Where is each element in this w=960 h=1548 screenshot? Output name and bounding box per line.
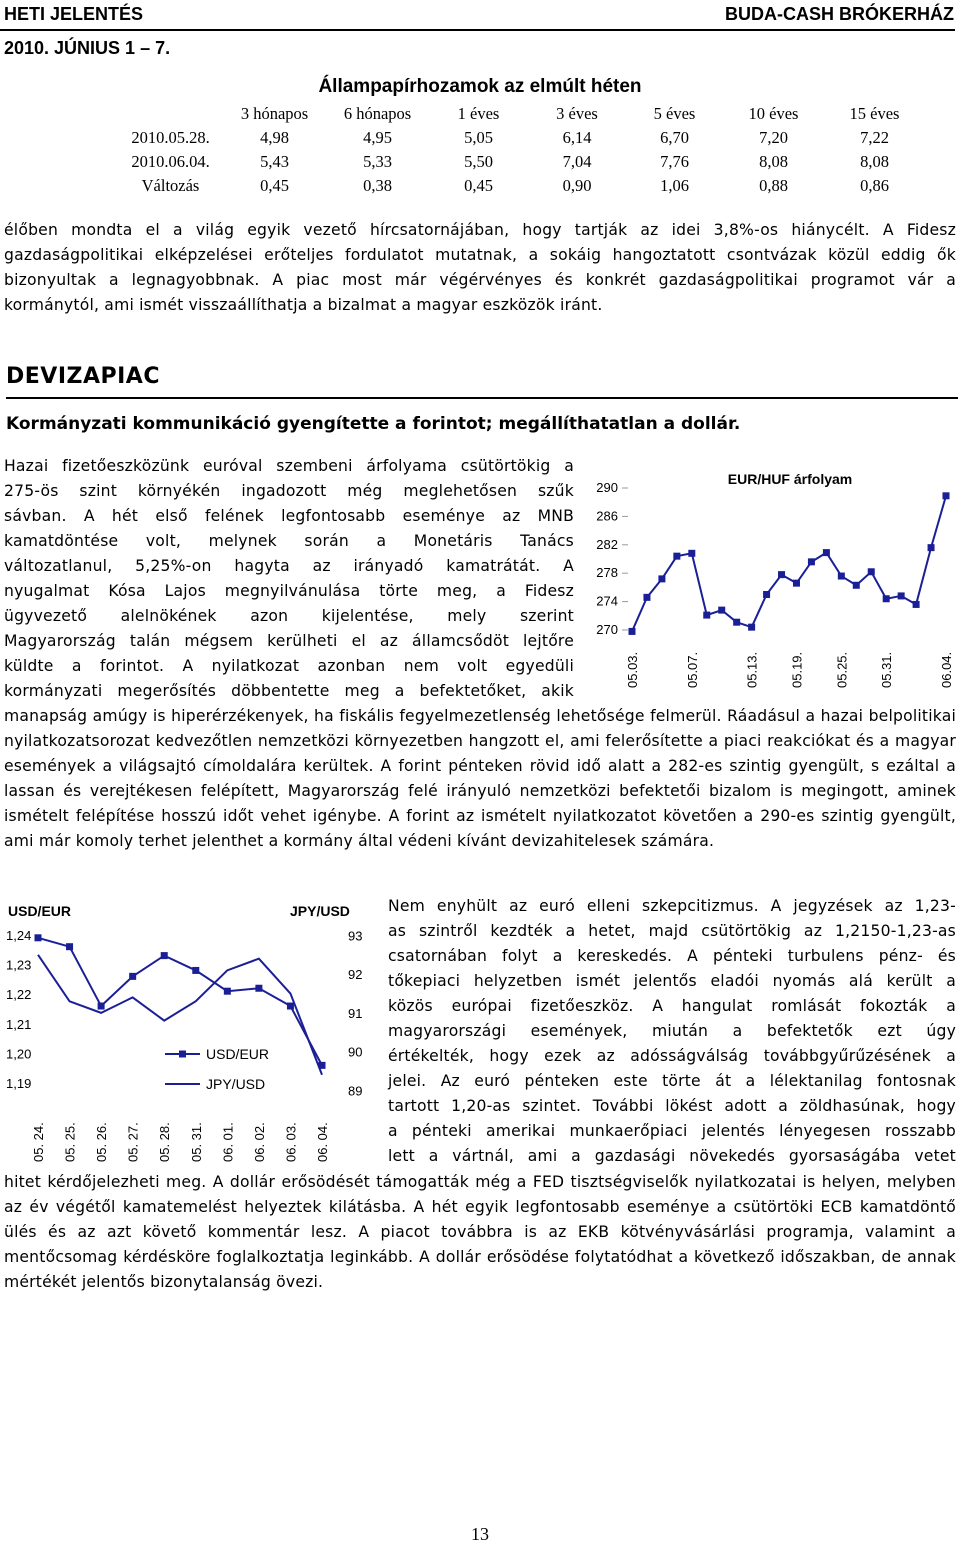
table-row	[118, 174, 925, 198]
x-tick-label: 06. 03.	[283, 1122, 299, 1162]
column-header: 3 éves	[556, 104, 598, 123]
usdeur-marker	[129, 973, 136, 980]
legend-jpyusd-label: JPY/USD	[206, 1076, 266, 1092]
yield-table-header-row	[118, 102, 925, 126]
table-cell: 7,22	[860, 128, 889, 147]
left-y-tick-label: 1,23	[6, 957, 32, 973]
left-y-tick-label: 1,21	[6, 1016, 32, 1032]
eurhuf-marker	[658, 575, 665, 582]
left-y-tick-label: 1,19	[6, 1076, 32, 1092]
right-y-tick-label: 89	[348, 1083, 363, 1099]
table-corner-cell	[118, 102, 223, 126]
column-header: 10 éves	[748, 104, 799, 123]
usdeur-jpyusd-chart	[0, 890, 380, 1168]
chart-title: EUR/HUF árfolyam	[727, 471, 853, 487]
table-cell: 7,76	[660, 152, 689, 171]
table-cell: 6,14	[562, 128, 592, 147]
table-row	[118, 126, 925, 150]
eurhuf-marker	[763, 591, 770, 598]
usdeur-marker	[66, 943, 73, 950]
paragraph-forint-wrapped: Hazai fizetőeszközünk euróval szembeni árfolyama csütörtökig a 275-ös szint környékén ingadozott még meglehetősen szűk sávban. A hét első felének legfontosabb eseménye az MNB kamatdöntése volt, melynek során a Monetáris Tanács változatlanul, 5,25%-on hagyta az irányadó kamatrátát. A nyugalmat Kósa Lajos megnyilvánulása törte meg, a Fidesz ügyvezető alelnökének azon kijelentése, mely szerint Magyarország talán mégsem kerülheti el az államcsődöt lejtőre küldte a forintot. A nyilatkozat azonban nem volt egyedüli kormányzati megerősítés döbbentette meg a befektetőket, akik	[4, 457, 574, 700]
x-tick-label: 06. 01.	[220, 1122, 236, 1162]
eurhuf-marker	[943, 492, 950, 499]
usdeur-marker	[255, 985, 262, 992]
eurhuf-marker	[733, 619, 740, 626]
paragraph-fiscal: élőben mondta el a világ egyik vezető hírcsatornájában, hogy tartják az idei 3,8%-os hiánycélt. A Fidesz gazdaságpolitikai elképzelései erőteljes fordulatot mutatnak, a sokáig hangoztatott csontvázak közül eddig ők bizonyultak a legnagyobbnak. A piac most már végérvényes és konkrét gazdaságpolitikai programot vár a kormánytól, ami ismét visszaállíthatja a bizalmat a magyar eszközök iránt.	[4, 221, 956, 314]
table-cell: 5,33	[363, 152, 392, 171]
eurhuf-line	[632, 496, 946, 632]
eurhuf-marker	[748, 624, 755, 631]
report-date: 2010. JÚNIUS 1 – 7.	[4, 38, 171, 58]
table-cell: 0,88	[759, 176, 788, 195]
table-cell: 4,98	[260, 128, 289, 147]
x-tick-label: 05. 31.	[188, 1122, 204, 1162]
row-label: Változás	[141, 176, 200, 195]
row-label: 2010.05.28.	[131, 128, 210, 147]
table-cell: 4,95	[363, 128, 392, 147]
table-cell: 5,50	[464, 152, 493, 171]
eurhuf-marker	[898, 592, 905, 599]
right-y-tick-label: 92	[348, 967, 363, 983]
y-tick-label: 290	[596, 480, 618, 495]
usdeur-line	[38, 938, 322, 1066]
table-cell: 1,06	[660, 176, 689, 195]
legend-usdeur-label: USD/EUR	[206, 1046, 270, 1062]
usdeur-marker	[98, 1003, 105, 1010]
table-cell: 8,08	[860, 152, 889, 171]
table-cell: 0,45	[260, 176, 289, 195]
section-title: DEVIZAPIAC	[6, 364, 160, 389]
yield-table	[118, 102, 925, 198]
x-tick-label: 05. 25.	[62, 1122, 78, 1162]
table-cell: 0,45	[464, 176, 493, 195]
y-tick-label: 274	[596, 593, 618, 609]
eurhuf-marker	[913, 601, 920, 608]
eurhuf-marker	[643, 594, 650, 601]
eurhuf-marker	[838, 573, 845, 580]
legend-usdeur-marker	[179, 1051, 186, 1058]
right-y-tick-label: 91	[348, 1005, 363, 1021]
eurhuf-marker	[928, 544, 935, 551]
x-tick-label: 05. 24.	[31, 1122, 46, 1162]
usdeur-marker	[35, 934, 42, 941]
eurhuf-marker	[808, 558, 815, 565]
y-tick-label: 282	[596, 536, 618, 552]
right-axis-title: JPY/USD	[290, 903, 350, 919]
y-tick-label: 270	[596, 622, 618, 637]
x-tick-label: 05.03.	[625, 651, 640, 688]
eurhuf-marker	[718, 607, 725, 614]
eurhuf-chart	[590, 460, 960, 700]
eurhuf-marker	[703, 612, 710, 619]
column-header: 15 éves	[849, 104, 900, 123]
eurhuf-marker	[778, 571, 785, 578]
table-row	[118, 150, 925, 174]
x-tick-label: 05.31.	[879, 651, 895, 688]
column-header: 6 hónapos	[343, 104, 412, 123]
table-cell: 5,43	[260, 152, 289, 171]
eurhuf-marker	[868, 568, 875, 575]
usdeur-marker	[161, 952, 168, 959]
y-tick-label: 278	[596, 565, 618, 581]
table-cell: 0,90	[562, 176, 592, 195]
x-tick-label: 06. 04.	[315, 1122, 330, 1162]
table-cell: 0,86	[860, 176, 889, 195]
column-header: 5 éves	[653, 104, 696, 123]
column-header: 1 éves	[457, 104, 500, 123]
left-axis-title: USD/EUR	[8, 903, 72, 919]
left-y-tick-label: 1,24	[6, 927, 32, 943]
header-rule	[0, 29, 955, 31]
table-cell: 7,04	[562, 152, 592, 171]
paragraph-dollar-full: hitet kérdőjelezheti meg. A dollár erősödését támogatták még a FED tisztségviselők nyilatkozatai is helyen, melyben az év végétől kamatemelést helyeztek kilátásba. A hét egyik legfontosabb eseménye a csütörtöki ECB kamatdöntő ülés és az azt követő kommentár lesz. A piacot továbbra is az EKB kötvényvásárlási programja, valamint a mentőcsomag kérdésköre foglalkoztatja leginkább. A dollár erősödése folytatódhat a következő időszakban, de annak mértékét jelentős bizonytalanság övezi.	[4, 1173, 956, 1291]
x-tick-label: 06. 02.	[251, 1122, 267, 1162]
usdeur-marker	[192, 967, 199, 974]
usdeur-marker	[224, 988, 231, 995]
eurhuf-marker	[673, 553, 680, 560]
page-number: 13	[471, 1524, 489, 1544]
company-name: BUDA-CASH BRÓKERHÁZ	[725, 4, 954, 24]
eurhuf-marker	[853, 582, 860, 589]
paragraph-dollar-wrapped: Nem enyhült az euró elleni szkepcitizmus. A jegyzések az 1,23- as szintről kezdték a hetet, majd csütörtökig az 1,2150-1,23-as csatornában folyt a kereskedés. A pénteki turbulens pénz- és tőkepiaci helyzetben ismét jelentős eladói nyomás alá került a közös európai fizetőeszköz. A hangulat romlását fokozták a magyarországi események, miután a befektetők ezt úgy értékelték, hogy ezek az adósságválság továbbgyűrűzésének a jelei. Az euró pénteken este törte át a lélektanilag fontosnak tartott 1,20-as szintet. További lökést adott a zöldhasúnak, hogy a pénteki amerikai munkaerőpiaci jelentés lényegesen rosszabb lett a vártnál, ami a gazdasági növekedés gyorsaságába vetet	[388, 897, 956, 1165]
table-cell: 7,20	[759, 128, 788, 147]
table-cell: 5,05	[464, 128, 493, 147]
right-y-tick-label: 93	[348, 928, 363, 944]
row-label: 2010.06.04.	[131, 152, 210, 171]
section-subtitle: Kormányzati kommunikáció gyengítette a forintot; megállíthatatlan a dollár.	[6, 414, 741, 434]
x-tick-label: 05.25.	[834, 651, 850, 688]
x-tick-label: 05.19.	[789, 651, 805, 688]
eurhuf-marker	[823, 549, 830, 556]
table-cell: 0,38	[363, 176, 392, 195]
column-header: 3 hónapos	[240, 104, 309, 123]
x-tick-label: 05.13.	[744, 651, 760, 688]
x-tick-label: 05. 26.	[94, 1122, 110, 1162]
paragraph-forint-full: manapság amúgy is hiperérzékenyek, ha fiskális fegyelmezetlenség lehetősége felmerül. Ráadásul a hazai belpolitikai nyilatkozatsorozat kedvezőtlen nemzetközi környezetben hangzott el, ami felerősítette a piaci reakciókat és a magyar események a világsajtó címoldalára kerültek. A forint pénteken rövid idő alatt a 282-es szintig gyengült, s ezáltal a lassan és verejtékesen felépített, Magyarország felé irányuló nemzetközi befektetői bizalom is megingott, aminek ismételt felépítése hosszú időt vehet igénybe. A forint az ismételt nyilatkozatot követően a 290-es szintig gyengült, ami már komoly terhet jelenthet a kormány által védeni kívánt devizahitelesek számára.	[4, 707, 956, 850]
table-cell: 6,70	[660, 128, 689, 147]
section-rule	[6, 397, 958, 399]
left-y-tick-label: 1,20	[6, 1046, 32, 1062]
y-tick-label: 286	[596, 508, 618, 524]
report-title-text: HETI JELENTÉS	[4, 4, 144, 24]
x-tick-label: 05. 28.	[157, 1122, 173, 1162]
x-tick-label: 05.07.	[684, 651, 700, 688]
eurhuf-marker	[629, 628, 636, 635]
table-cell: 8,08	[759, 152, 788, 171]
report-title	[4, 4, 143, 25]
right-y-tick-label: 90	[348, 1044, 363, 1060]
x-tick-label: 06.04.	[939, 651, 954, 688]
eurhuf-marker	[883, 595, 890, 602]
eurhuf-marker	[688, 550, 695, 557]
yield-table-title: Állampapírhozamok az elmúlt héten	[318, 76, 642, 97]
x-tick-label: 05. 27.	[125, 1122, 141, 1162]
eurhuf-marker	[793, 580, 800, 587]
left-y-tick-label: 1,22	[6, 987, 32, 1003]
usdeur-marker	[287, 1003, 294, 1010]
